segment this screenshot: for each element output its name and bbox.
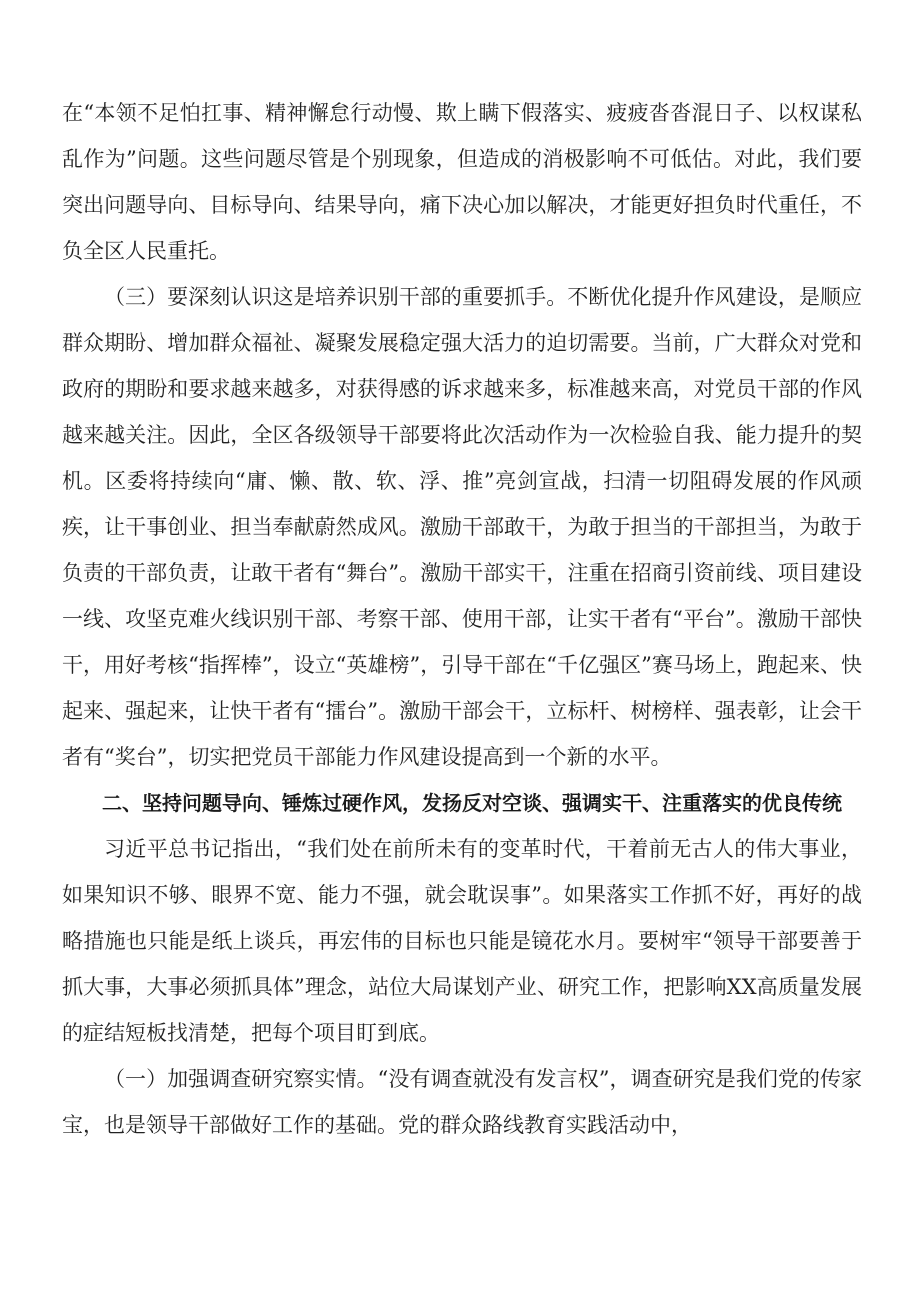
section-heading-two: 二、坚持问题导向、锤炼过硬作风，发扬反对空谈、强调实干、注重落实的优良传统: [102, 791, 842, 815]
paragraph-quote: 习近平总书记指出，“我们处在前所未有的变革时代，干着前无古人的伟大事业，如果知识不够、眼界不宽、能力不强，就会耽误事”。如果落实工作抓不好，再好的战略措施也只能是纸上谈兵，再宏伟的目标也只能是镜花水月。要树牢“领导干部要善于抓大事，大事必须抓具体”理念，站位大局谋划产业、研究工作，把影响XX高质量发展的症结短板找清楚，把每个项目盯到底。: [62, 837, 862, 1045]
paragraph-subsection-one: （一）加强调查研究察实情。“没有调查就没有发言权”，调查研究是我们党的传家宝，也是领导干部做好工作的基础。党的群众路线教育实践活动中，: [62, 1067, 862, 1137]
paragraph-section-three: （三）要深刻认识这是培养识别干部的重要抓手。不断优化提升作风建设，是顺应群众期盼、增加群众福祉、凝聚发展稳定强大活力的迫切需要。当前，广大群众对党和政府的期盼和要求越来越多，对获得感的诉求越来多，标准越来高，对党员干部的作风越来越关注。因此，全区各级领导干部要将此次活动作为一次检验自我、能力提升的契机。区委将持续向“庸、懒、散、软、浮、推”亮剑宣战，扫清一切阻碍发展的作风顽疾，让干事创业、担当奉献蔚然成风。激励干部敢干，为敢于担当的干部担当，为敢于负责的干部负责，让敢干者有“舞台”。激励干部实干，注重在招商引资前线、项目建设一线、攻坚克难火线识别干部、考察干部、使用干部，让实干者有“平台”。激励干部快干，用好考核“指挥棒”，设立“英雄榜”，引导干部在“千亿强区”赛马场上，跑起来、快起来、强起来，让快干者有“擂台”。激励干部会干，立标杆、树榜样、强表彰，让会干者有“奖台”，切实把党员干部能力作风建设提高到一个新的水平。: [62, 285, 862, 769]
document-body: [62, 90, 862, 1148]
paragraph-continuation: 在“本领不足怕扛事、精神懈怠行动慢、欺上瞒下假落实、疲疲沓沓混日子、以权谋私乱作为”问题。这些问题尽管是个别现象，但造成的消极影响不可低估。对此，我们要突出问题导向、目标导向、结果导向，痛下决心加以解决，才能更好担负时代重任，不负全区人民重托。: [62, 101, 862, 263]
